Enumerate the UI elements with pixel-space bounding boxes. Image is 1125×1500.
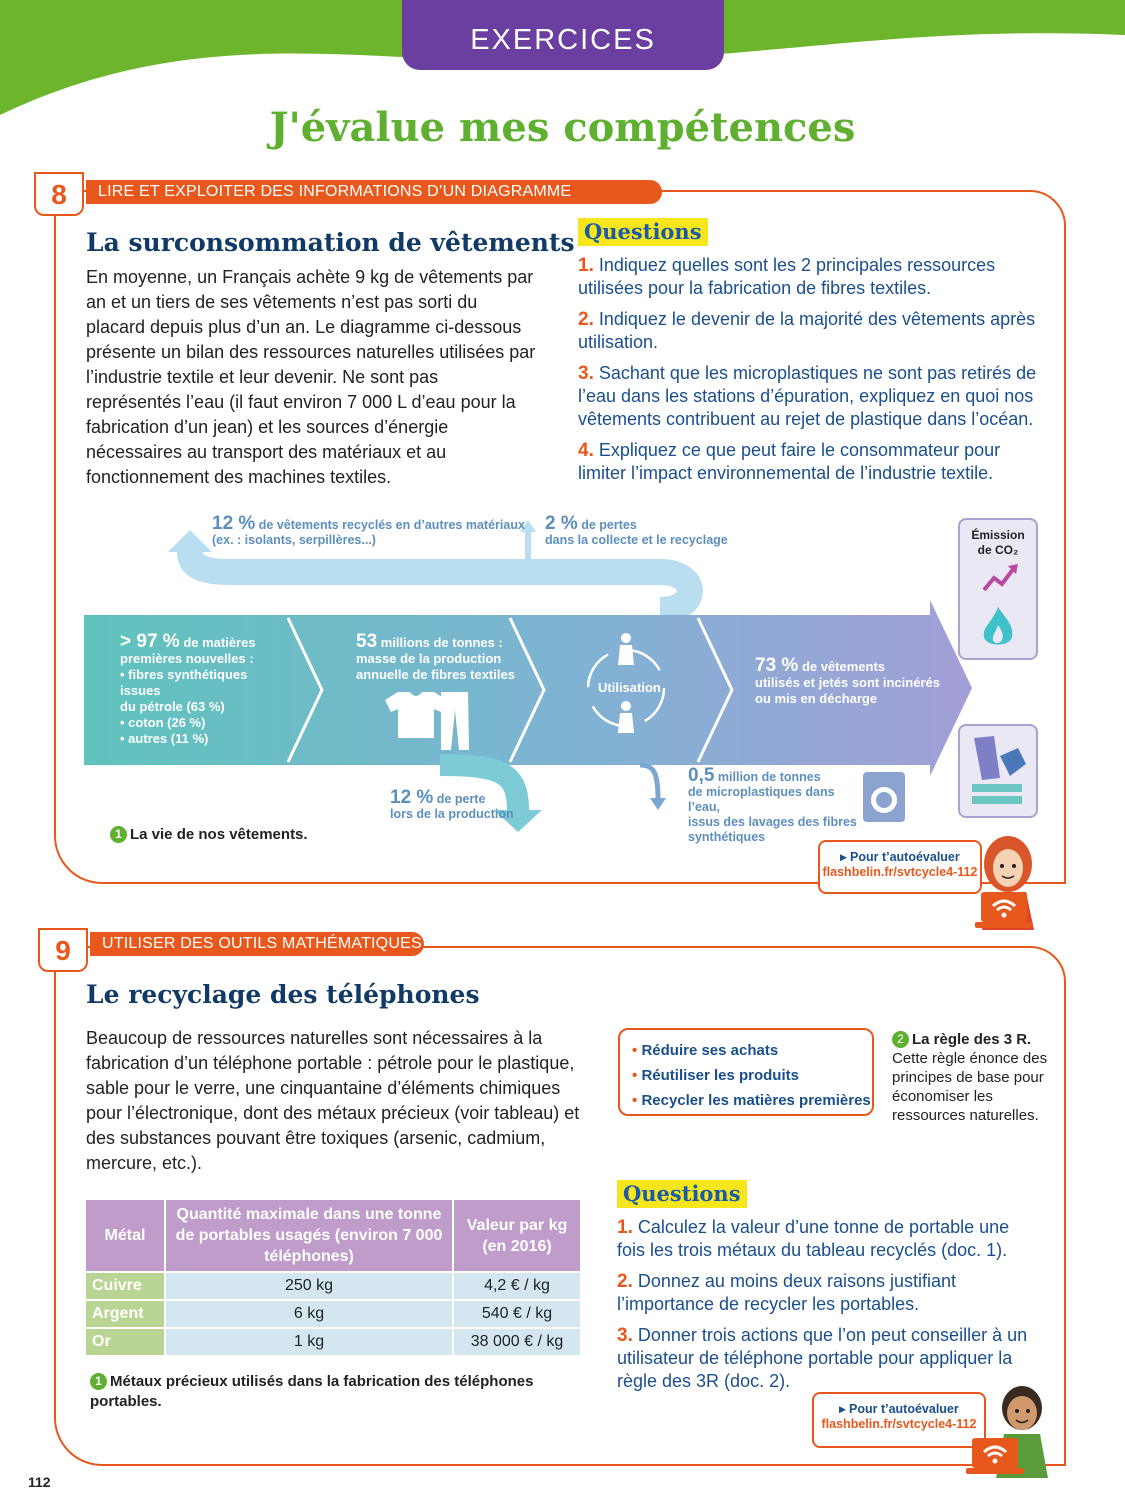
microplastic-arrow-head: [650, 798, 666, 810]
page-number: 112: [28, 1474, 51, 1490]
three-r-rule-box: [618, 1028, 874, 1116]
table-cell: Cuivre: [86, 1273, 164, 1299]
exercise-9-skill: UTILISER DES OUTILS MATHÉMATIQUES: [90, 932, 424, 956]
recycle-flow: [190, 552, 690, 610]
microplastic-flow: [640, 765, 658, 800]
question-9-2: 2. Donnez au moins deux raisons justifiant l’importance de recycler les portables.: [617, 1271, 957, 1314]
exercise-9-intro: Beaucoup de ressources naturelles sont nécessaires à la fabrication d’un téléphone portable : pétrole pour le plastique, sable pour le verre, une cinquantaine d’éléments chimiques pour l’électronique, dont des métaux précieux (voir tableau) et des substances pouvant être toxiques (arsenic, cadmium, mercure, etc.).: [86, 1028, 580, 1173]
table-header: Valeur par kg (en 2016): [454, 1200, 580, 1271]
table-caption: 1 Métaux précieux utilisés dans la fabrication des téléphones portables.: [90, 1373, 534, 1410]
question-8-4: 4. Expliquez ce que peut faire le consommateur pour limiter l’impact environnemental de l’industrie textile.: [578, 440, 1001, 483]
question-8-2: 2. Indiquez le devenir de la majorité des vêtements après utilisation.: [578, 309, 1036, 352]
table-row: [86, 1273, 580, 1299]
question-8-1: 1. Indiquez quelles sont les 2 principales ressources utilisées pour la fabrication de fibres textiles.: [578, 255, 996, 298]
flame-icon: [960, 603, 1036, 653]
exercise-9-questions-label: Questions: [617, 1180, 747, 1208]
recycle-label: 12 % de vêtements recyclés en d’autres matériaux (ex. : isolants, serpillères...): [212, 513, 525, 547]
table-row: [86, 1329, 580, 1355]
person-icon: [618, 645, 634, 665]
exercise-8-questions: [578, 254, 1040, 493]
rising-arrow-icon: [960, 558, 1036, 598]
precious-metals-table: [84, 1198, 582, 1357]
person-icon: [621, 633, 631, 643]
table-cell: 1 kg: [166, 1329, 452, 1355]
production-loss-label: 12 % de perte lors de la production: [390, 787, 514, 821]
exercise-9-title: Le recyclage des téléphones: [86, 980, 480, 1009]
laptop-wifi-icon[interactable]: [975, 890, 1033, 932]
question-8-3: 3. Sachant que les microplastiques ne sont pas retirés de l’eau dans les stations d’épuration, expliquez en quoi nos vêtements contribuent au rejet de plastique dans l’océan.: [578, 363, 1037, 429]
question-9-1: 1. Calculez la valeur d’une tonne de portable une fois les trois métaux du tableau recyclés (doc. 1).: [617, 1217, 1010, 1260]
rule-item: • Réutiliser les produits: [632, 1067, 799, 1084]
exercise-9-number: 9: [38, 928, 88, 972]
page-title: J'évalue mes compétences: [269, 104, 856, 151]
exercise-8-title: La surconsommation de vêtements: [86, 228, 575, 257]
question-9-3: 3. Donner trois actions que l’on peut conseiller à un utilisateur de téléphone portable pour appliquer la règle des 3R (doc. 2).: [617, 1325, 1028, 1391]
table-header-row: [86, 1200, 580, 1271]
table-cell: Argent: [86, 1301, 164, 1327]
rule-item: • Recycler les matières premières: [632, 1092, 871, 1109]
three-r-caption: 2 La règle des 3 R. Cette règle énonce des principes de base pour économiser les ressources naturelles.: [892, 1031, 1048, 1124]
raw-materials-label: > 97 % de matières premières nouvelles : • fibres synthétiques issues du pétrole (63 %) • coton (26 %) • autres (11 %): [120, 631, 256, 746]
co2-emission-box: [958, 518, 1038, 660]
discarded-clothes-icon: [960, 726, 1036, 816]
person-icon: [618, 713, 634, 733]
laptop-wifi-icon[interactable]: [966, 1436, 1024, 1478]
figure-1-caption: 1 La vie de nos vêtements.: [110, 826, 308, 843]
co2-label: Émission: [971, 528, 1025, 542]
use-label: Utilisation: [598, 680, 661, 695]
table-cell: 6 kg: [166, 1301, 452, 1327]
incineration-label: 73 % de vêtements utilisés et jetés sont incinérés ou mis en décharge: [755, 655, 940, 706]
table-cell: 4,2 € / kg: [454, 1273, 580, 1299]
exercise-9-questions: [617, 1216, 1037, 1401]
person-icon: [621, 701, 631, 711]
exercise-8-skill: LIRE ET EXPLOITER DES INFORMATIONS D’UN DIAGRAMME COMPLEXE: [86, 180, 662, 204]
table-cell: 540 € / kg: [454, 1301, 580, 1327]
production-label: 53 millions de tonnes : masse de la production annuelle de fibres textiles: [356, 631, 515, 682]
rule-item: • Réduire ses achats: [632, 1042, 779, 1059]
self-assessment-link-8[interactable]: ▸ Pour t’autoévaluer flashbelin.fr/svtcycle4-112: [818, 840, 982, 894]
table-header: Métal: [86, 1200, 164, 1271]
self-assessment-link-9[interactable]: ▸ Pour t’autoévaluer flashbelin.fr/svtcycle4-112: [812, 1392, 986, 1448]
exercise-8-number: 8: [34, 172, 84, 216]
microplastics-label: 0,5 million de tonnes de microplastiques dans l’eau, issus des lavages des fibres synthétiques: [688, 765, 857, 844]
loss-collect-label: 2 % de pertes dans la collecte et le recyclage: [545, 513, 728, 547]
table-cell: 38 000 € / kg: [454, 1329, 580, 1355]
exercise-8-questions-label: Questions: [578, 218, 708, 246]
table-cell: 250 kg: [166, 1273, 452, 1299]
waste-clothes-box: [958, 724, 1038, 818]
exercise-8-intro: En moyenne, un Français achète 9 kg de vêtements par an et un tiers de ses vêtements n’est pas sorti du placard depuis plus d’un an. Le diagramme ci-dessous présente un bilan des ressources naturelles utilisées par l’industrie textile et leur devenir. Ne sont pas représentés l’eau (il faut environ 7 000 L d’eau pour la fabrication d’un jean) et les sources d’énergie nécessaires au transport des matériaux et au fonctionnement des machines textiles.: [86, 267, 536, 487]
recycle-arrow-head: [168, 530, 212, 552]
table-cell: Or: [86, 1329, 164, 1355]
co2-label: de CO₂: [977, 543, 1019, 557]
table-row: [86, 1301, 580, 1327]
section-tab: EXERCICES: [402, 0, 724, 70]
table-header: Quantité maximale dans une tonne de portables usagés (environ 7 000 téléphones): [166, 1200, 452, 1271]
